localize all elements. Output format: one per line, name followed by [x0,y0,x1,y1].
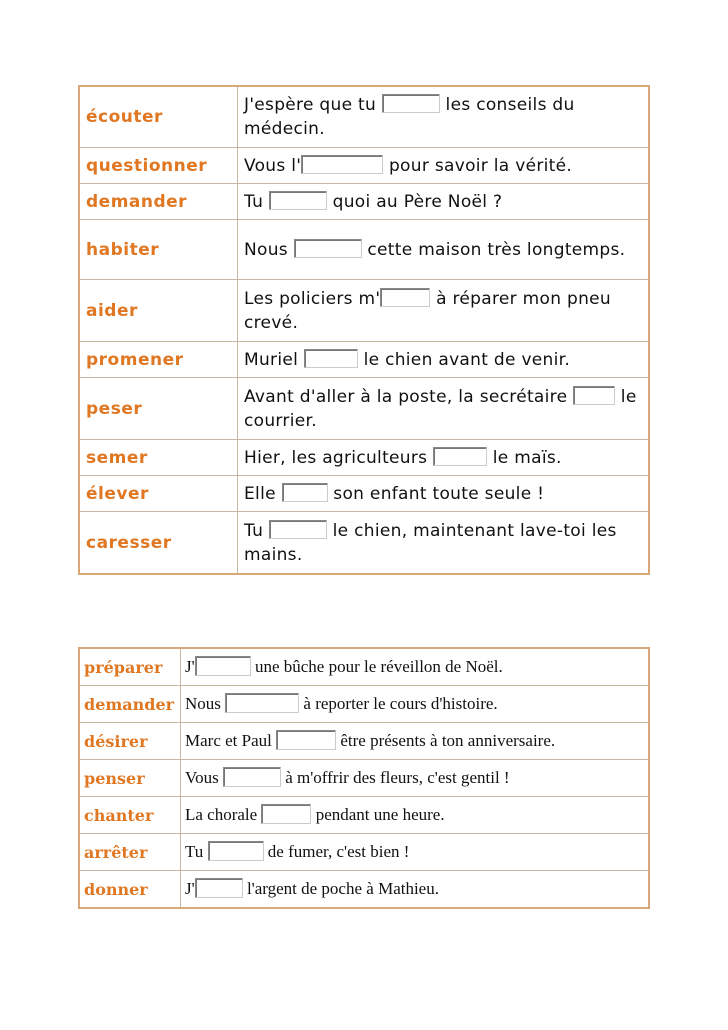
table-row [79,378,649,440]
answer-input[interactable] [294,239,362,258]
answer-input[interactable] [382,94,440,113]
answer-input[interactable] [195,878,243,898]
sentence [181,648,649,686]
table-row [79,834,649,871]
table-row [79,648,649,686]
sentence-end: son enfant toute seule ! [333,483,545,504]
verb-label: élever [79,476,238,512]
sentence [181,834,649,871]
sentence-end: être présents à ton anniversaire. [340,731,556,750]
answer-input[interactable] [269,191,327,210]
sentence-end: les conseils du médecin. [244,95,575,139]
sentence-end: l'argent de poche à Mathieu. [246,879,439,898]
sentence-end: pendant une heure. [315,805,445,824]
sentence-start: La chorale [185,805,258,824]
sentence-start: Vous l' [244,155,302,176]
sentence-start: Les policiers m' [244,288,381,309]
answer-input[interactable] [223,767,281,787]
sentence [238,476,649,512]
answer-input[interactable] [301,155,383,174]
table-row [79,512,649,574]
table-row [79,86,649,148]
sentence-start: Marc et Paul [185,731,272,750]
verb-label: semer [79,440,238,476]
sentence-end: à reporter le cours d'histoire. [303,694,498,713]
verb-label: chanter [79,797,181,834]
sentence-start: Muriel [244,349,299,370]
table-row [79,686,649,723]
sentence-end: quoi au Père Noël ? [332,191,503,212]
answer-input[interactable] [304,349,358,368]
answer-input[interactable] [195,656,251,676]
answer-input[interactable] [208,841,264,861]
sentence-start: J' [185,657,195,676]
sentence [181,723,649,760]
sentence-end: le courrier. [244,386,637,431]
sentence-start: Tu [185,842,204,861]
verb-label: questionner [79,148,238,184]
sentence [181,686,649,723]
answer-input[interactable] [261,804,311,824]
sentence-start: Elle [244,483,276,504]
sentence-start: Nous [244,239,288,260]
sentence-start: Nous [185,694,221,713]
sentence-start: Avant d'aller à la poste, la secrétaire [244,386,568,407]
table-row [79,723,649,760]
verb-label: donner [79,871,181,908]
sentence-end: à m'offrir des fleurs, c'est gentil ! [285,768,510,787]
table-row [79,184,649,220]
verb-label: promener [79,342,238,378]
table-row [79,148,649,184]
table-row [79,476,649,512]
answer-input[interactable] [380,288,430,307]
sentence-start: Tu [244,191,264,212]
table-row [79,342,649,378]
sentence [181,760,649,797]
sentence [238,440,649,476]
table-row [79,797,649,834]
answer-input[interactable] [433,447,487,466]
sentence-end: de fumer, c'est bien ! [267,842,410,861]
verb-label: peser [79,378,238,440]
verb-label: désirer [79,723,181,760]
sentence-start: J' [185,879,195,898]
sentence-end: pour savoir la vérité. [388,155,573,176]
sentence [238,220,649,280]
sentence [238,512,649,574]
verb-label: écouter [79,86,238,148]
sentence [181,797,649,834]
sentence-start: Hier, les agriculteurs [244,447,428,468]
sentence-start: Tu [244,520,264,541]
conjugation-table-2 [79,648,649,908]
table-row [79,871,649,908]
verb-label: habiter [79,220,238,280]
sentence-start: Vous [185,768,219,787]
verb-label: caresser [79,512,238,574]
sentence-end: à réparer mon pneu crevé. [244,288,611,333]
table-row [79,220,649,280]
verb-label: demander [79,184,238,220]
sentence [238,342,649,378]
table-row [79,280,649,342]
conjugation-table-1 [79,86,649,574]
verb-label: préparer [79,648,181,686]
verb-label: arrêter [79,834,181,871]
sentence [238,280,649,342]
verb-label: demander [79,686,181,723]
verb-label: aider [79,280,238,342]
sentence-end: une bûche pour le réveillon de Noël. [254,657,503,676]
sentence-start: J'espère que tu [244,95,377,115]
sentence [238,378,649,440]
verb-label: penser [79,760,181,797]
sentence [181,871,649,908]
sentence [238,184,649,220]
answer-input[interactable] [269,520,327,539]
answer-input[interactable] [282,483,328,502]
answer-input[interactable] [573,386,615,405]
table-row [79,440,649,476]
table-row [79,760,649,797]
answer-input[interactable] [225,693,299,713]
sentence-end: le chien avant de venir. [363,349,571,370]
sentence-end: cette maison très longtemps. [367,239,626,260]
sentence [238,86,649,148]
sentence [238,148,649,184]
answer-input[interactable] [276,730,336,750]
sentence-end: le maïs. [492,447,562,468]
sentence-end: le chien, maintenant lave-toi les mains. [244,520,617,565]
